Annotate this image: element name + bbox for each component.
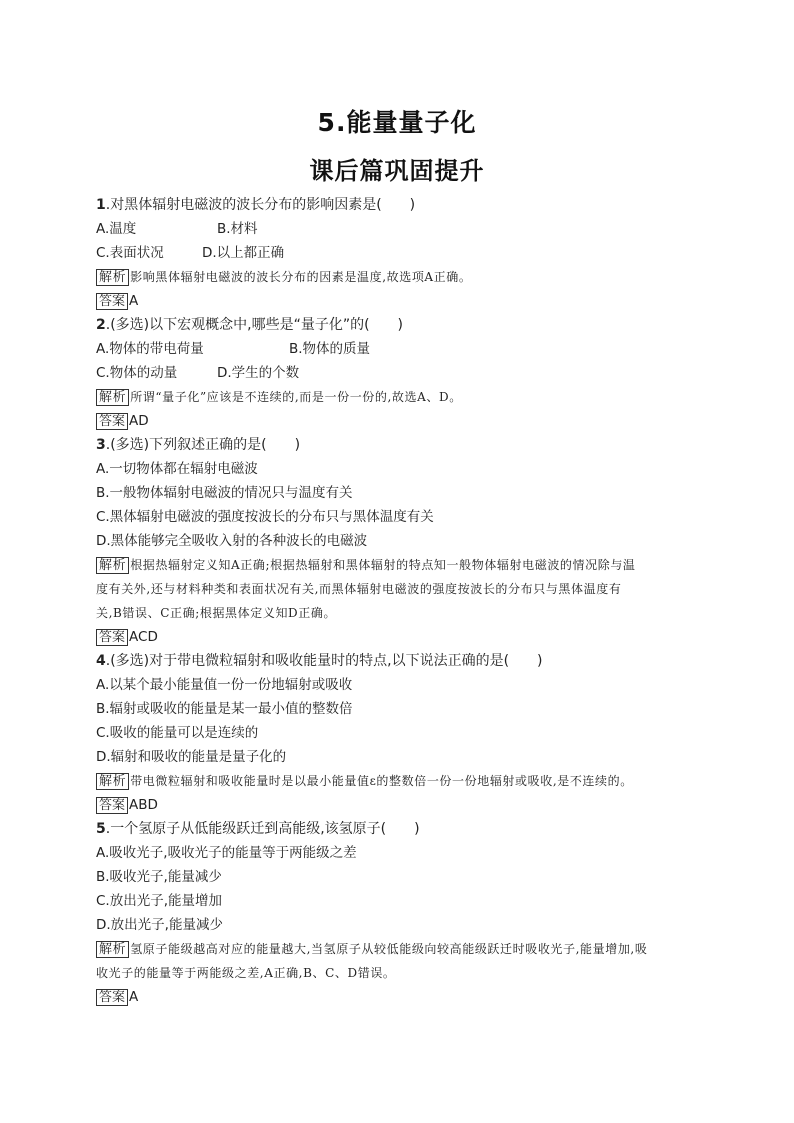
page-subtitle: 课后篇巩固提升 — [309, 157, 485, 185]
question-3-option-d: D.黑体能够完全吸收入射的各种波长的电磁波 — [96, 533, 368, 549]
question-4-option-d: D.辐射和吸收的能量是量子化的 — [96, 749, 287, 765]
question-5-option-b: B.吸收光子,能量减少 — [96, 869, 222, 885]
page-title: 5.能量量子化 — [317, 108, 477, 137]
question-3-analysis-line-3: 关,B错误、C正确;根据黑体定义知D正确。 — [96, 606, 337, 620]
question-3-answer: 答案 ACD — [96, 628, 706, 646]
question-3-stem: 3.(多选)下列叙述正确的是( ) — [96, 437, 301, 453]
question-5-option-c: C.放出光子,能量增加 — [96, 893, 223, 909]
question-3-analysis-line-1: 解析 根据热辐射定义知A正确;根据热辐射和黑体辐射的特点知一般物体辐射电磁波的情况除与温 — [96, 556, 706, 574]
question-4-option-b: B.辐射或吸收的能量是某一最小值的整数倍 — [96, 701, 353, 717]
option-c: C.表面状况 — [96, 245, 164, 261]
analysis-tag: 解析 — [96, 269, 129, 286]
question-4-analysis: 解析 带电微粒辐射和吸收能量时是以最小能量值ε的整数倍一份一份地辐射或吸收,是不连续的。 — [96, 772, 706, 790]
analysis-tag: 解析 — [96, 557, 129, 574]
question-1-answer: 答案 A — [96, 292, 706, 310]
answer-tag: 答案 — [96, 413, 128, 430]
question-2-stem: 2.(多选)以下宏观概念中,哪些是“量子化”的( ) — [96, 317, 404, 333]
answer-tag: 答案 — [96, 989, 128, 1006]
question-5-option-a: A.吸收光子,吸收光子的能量等于两能级之差 — [96, 845, 357, 861]
question-5-analysis-line-1: 解析 氢原子能级越高对应的能量越大,当氢原子从较低能级向较高能级跃迁时吸收光子,能量增加,吸 — [96, 940, 706, 958]
analysis-tag: 解析 — [96, 773, 129, 790]
question-2-answer: 答案 AD — [96, 412, 706, 430]
analysis-tag: 解析 — [96, 941, 129, 958]
option-d: D.以上都正确 — [202, 245, 285, 261]
question-2-analysis: 解析 所谓“量子化”应该是不连续的,而是一份一份的,故选A、D。 — [96, 388, 706, 406]
question-4-option-a: A.以某个最小能量值一份一份地辐射或吸收 — [96, 677, 353, 693]
question-1-stem: 1.对黑体辐射电磁波的波长分布的影响因素是( ) — [96, 197, 416, 213]
option-d: D.学生的个数 — [217, 365, 300, 381]
question-3-option-a: A.一切物体都在辐射电磁波 — [96, 461, 258, 477]
option-a: A.温度 — [96, 221, 137, 237]
option-b: B.物体的质量 — [289, 341, 371, 357]
question-4-answer: 答案 ABD — [96, 796, 706, 814]
answer-tag: 答案 — [96, 797, 128, 814]
question-4-option-c: C.吸收的能量可以是连续的 — [96, 725, 259, 741]
analysis-tag: 解析 — [96, 389, 129, 406]
answer-tag: 答案 — [96, 293, 128, 310]
answer-tag: 答案 — [96, 629, 128, 646]
option-c: C.物体的动量 — [96, 365, 178, 381]
question-1-analysis: 解析 影响黑体辐射电磁波的波长分布的因素是温度,故选项A正确。 — [96, 268, 706, 286]
option-a: A.物体的带电荷量 — [96, 341, 204, 357]
option-b: B.材料 — [217, 221, 258, 237]
question-5-stem: 5.一个氢原子从低能级跃迁到高能级,该氢原子( ) — [96, 821, 420, 837]
question-3-option-c: C.黑体辐射电磁波的强度按波长的分布只与黑体温度有关 — [96, 509, 434, 525]
question-5-answer: 答案 A — [96, 988, 706, 1006]
question-5-option-d: D.放出光子,能量减少 — [96, 917, 223, 933]
question-5-analysis-line-2: 收光子的能量等于两能级之差,A正确,B、C、D错误。 — [96, 966, 396, 980]
question-3-analysis-line-2: 度有关外,还与材料种类和表面状况有关,而黑体辐射电磁波的强度按波长的分布只与黑体温度有 — [96, 582, 622, 596]
question-4-stem: 4.(多选)对于带电微粒辐射和吸收能量时的特点,以下说法正确的是( ) — [96, 653, 543, 669]
question-3-option-b: B.一般物体辐射电磁波的情况只与温度有关 — [96, 485, 353, 501]
